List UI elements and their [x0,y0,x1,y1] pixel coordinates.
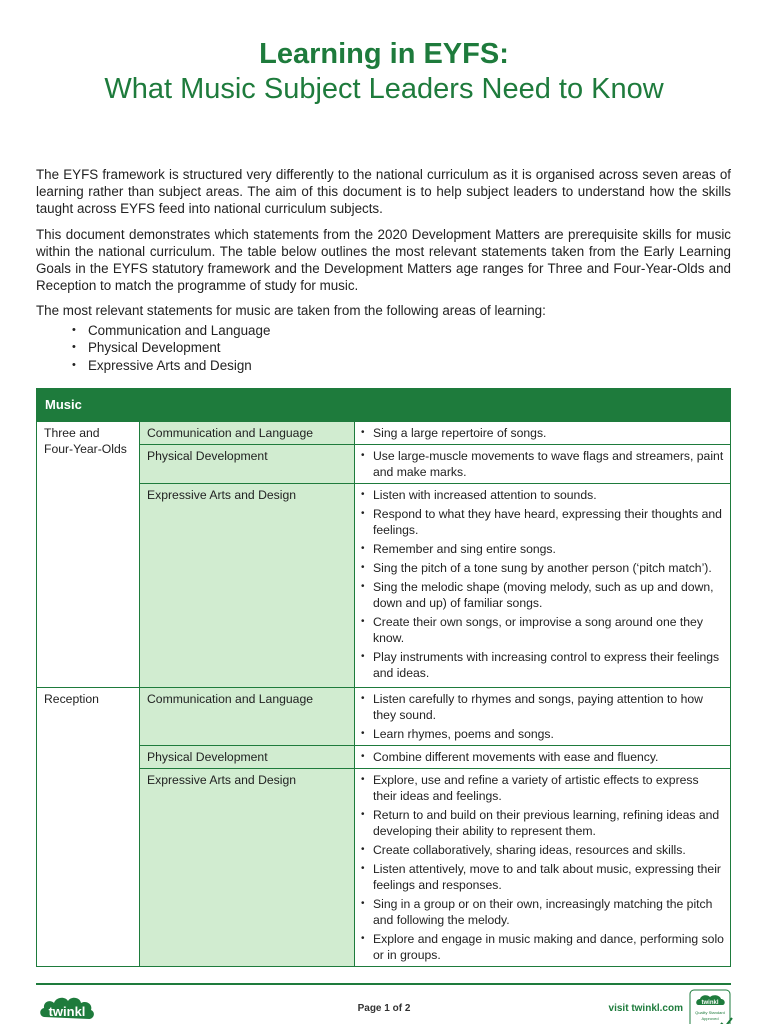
area-cell: Communication and Language [140,422,355,445]
area-cell: Expressive Arts and Design [140,769,355,967]
statement-item: • Create collaboratively, sharing ideas, resources and skills. [361,842,724,858]
statement-item: • Learn rhymes, poems and songs. [361,726,724,742]
statement-item: • Sing a large repertoire of songs. [361,425,724,441]
intro-paragraph: The most relevant statements for music are taken from the following areas of learning: [36,303,546,319]
quality-standard-badge [689,989,733,1024]
statements-cell [355,445,731,484]
areas-list-item: • Physical Development [72,339,731,357]
statement-item: • Remember and sing entire songs. [361,541,724,557]
badge-line-2: Approved [701,1016,719,1021]
statements-cell [355,422,731,445]
footer-divider [36,983,731,985]
area-cell: Communication and Language [140,688,355,746]
table-row [37,769,731,967]
statements-cell [355,688,731,746]
statements-cell [355,484,731,688]
statement-item: • Explore and engage in music making and dance, performing solo or in groups. [361,931,724,963]
statements-cell [355,746,731,769]
statement-item: • Sing the pitch of a tone sung by another person (‘pitch match’). [361,560,724,576]
title-line-2: What Music Subject Leaders Need to Know [104,73,664,105]
intro-paragraph: This document demonstrates which statements from the 2020 Development Matters are prerequisite skills for music within the national curriculum. The table below outlines the most relevant statements taken from the Early Learning Goals in the EYFS statutory framework and the Development Matters age ranges for Three and Four-Year-Olds and Reception to match the programme of study for music. [36,226,731,294]
table-header-row [37,389,731,422]
table-row [37,445,731,484]
badge-line-1: Quality Standard [695,1010,725,1015]
statement-item: • Play instruments with increasing control to express their feelings and ideas. [361,649,724,681]
statement-item: • Create their own songs, or improvise a song around one they know. [361,614,724,646]
intro-section [36,166,731,374]
statement-item: • Listen attentively, move to and talk about music, expressing their feelings and responses. [361,861,724,893]
statement-item: • Listen carefully to rhymes and songs, paying attention to how they sound. [361,691,724,723]
age-range-cell: Three and Four-Year-Olds [37,422,140,688]
statements-cell [355,769,731,967]
area-cell: Physical Development [140,746,355,769]
statement-item: • Sing the melodic shape (moving melody, such as up and down, down and up) of familiar songs. [361,579,724,611]
title-line-1: Learning in EYFS: [259,38,509,70]
page-title [0,37,768,107]
table-row [37,484,731,688]
page-number: Page 1 of 2 [357,1003,411,1014]
table-heading: Music [37,389,731,422]
statement-item: • Listen with increased attention to sounds. [361,487,724,503]
music-table [36,388,731,967]
table-row [37,688,731,746]
badge-brand: twinkl [701,1000,719,1006]
areas-list-item: • Expressive Arts and Design [72,357,731,375]
age-range-cell: Reception [37,688,140,967]
area-cell: Physical Development [140,445,355,484]
area-cell: Expressive Arts and Design [140,484,355,688]
visit-link[interactable]: visit twinkl.com [608,1003,683,1014]
areas-list-item: • Communication and Language [72,322,731,340]
table-row [37,422,731,445]
statement-item: • Combine different movements with ease and fluency. [361,749,724,765]
statement-item: • Use large-muscle movements to wave flags and streamers, paint and make marks. [361,448,724,480]
logo-text: twinkl [48,1004,86,1019]
table-row [37,746,731,769]
statement-item: • Respond to what they have heard, expressing their thoughts and feelings. [361,506,724,538]
statement-item: • Explore, use and refine a variety of artistic effects to express their ideas and feelings. [361,772,724,804]
intro-paragraph: The EYFS framework is structured very differently to the national curriculum as it is organised across seven areas of learning rather than subject areas. The aim of this document is to help subject leaders to understand how the skills taught across EYFS feed into national curriculum subjects. [36,167,731,217]
statement-item: • Sing in a group or on their own, increasingly matching the pitch and following the melody. [361,896,724,928]
statement-item: • Return to and build on their previous learning, refining ideas and developing their ability to represent them. [361,807,724,839]
areas-list [72,322,731,375]
